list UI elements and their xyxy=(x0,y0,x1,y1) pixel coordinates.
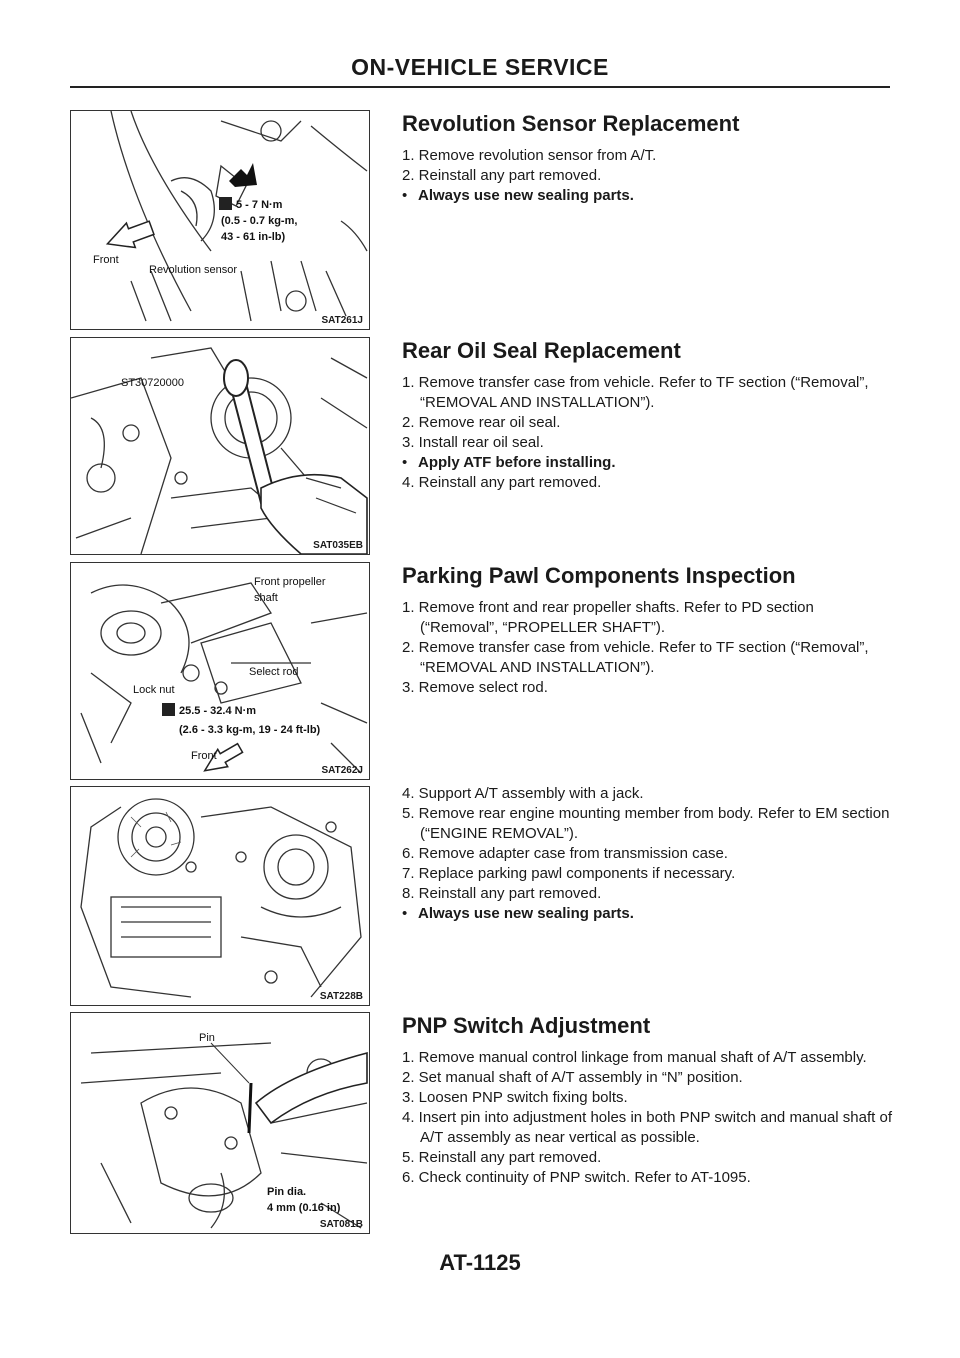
section-body xyxy=(402,337,892,493)
figure-id: SAT261J xyxy=(321,315,363,326)
torque-line-1: 25.5 - 32.4 N·m xyxy=(179,705,257,717)
step-1: 1. Remove front and rear propeller shafts. Refer to PD section (“Removal”, “PROPELLER SHAFT”). xyxy=(402,599,814,636)
section-body xyxy=(402,784,892,924)
step-6: 6. Check continuity of PNP switch. Refer to AT-1095. xyxy=(402,1169,751,1186)
label-lock-nut: Lock nut xyxy=(133,684,175,696)
figure-id: SAT228B xyxy=(319,991,363,1002)
torque-line-3: 43 - 61 in-lb) xyxy=(221,231,286,243)
step-4: 4. Reinstall any part removed. xyxy=(402,474,602,491)
page-number: AT-1125 xyxy=(439,1250,521,1275)
step-2: 2. Remove rear oil seal. xyxy=(402,414,561,431)
step-4: 4. Insert pin into adjustment holes in both PNP switch and manual shaft of A/T assembly as near vertical as possible. xyxy=(402,1109,893,1146)
section-body xyxy=(402,1012,892,1188)
figure-id: SAT081B xyxy=(319,1219,363,1230)
note: • Apply ATF before installing. xyxy=(402,454,616,471)
section-body xyxy=(402,562,892,698)
figure-parking-pawl xyxy=(70,562,370,780)
step-1: 1. Remove revolution sensor from A/T. xyxy=(402,147,657,164)
bullet-icon: • xyxy=(402,905,408,922)
pnp-switch-illustration xyxy=(71,1013,369,1233)
step-1: 1. Remove transfer case from vehicle. Refer to TF section (“Removal”, “REMOVAL AND INSTALLATION”). xyxy=(402,374,869,411)
section-title: Rear Oil Seal Replacement xyxy=(402,338,681,363)
figure-adapter-case xyxy=(70,786,370,1006)
step-4: 4. Support A/T assembly with a jack. xyxy=(402,785,644,802)
label-pin-dia: Pin dia. xyxy=(267,1186,307,1198)
section-title: Parking Pawl Components Inspection xyxy=(402,563,796,588)
step-3: 3. Install rear oil seal. xyxy=(402,434,544,451)
step-1: 1. Remove manual control linkage from manual shaft of A/T assembly. xyxy=(402,1049,867,1066)
step-3: 3. Remove select rod. xyxy=(402,679,548,696)
torque-line-2: (0.5 - 0.7 kg-m, xyxy=(221,215,298,227)
section-title: PNP Switch Adjustment xyxy=(402,1013,651,1038)
figure-revolution-sensor xyxy=(70,110,370,330)
torque-line-1: 5 - 7 N·m xyxy=(236,199,283,211)
rear-oil-seal-illustration xyxy=(71,338,369,554)
label-pin: Pin xyxy=(199,1032,215,1044)
step-7: 7. Replace parking pawl components if necessary. xyxy=(402,865,736,882)
note: • Always use new sealing parts. xyxy=(402,187,634,204)
page-header: ON-VEHICLE SERVICE xyxy=(351,54,609,80)
step-5: 5. Remove rear engine mounting member from body. Refer to EM section (“ENGINE REMOVAL”). xyxy=(402,805,890,842)
step-3: 3. Loosen PNP switch fixing bolts. xyxy=(402,1089,628,1106)
step-2: 2. Set manual shaft of A/T assembly in “N” position. xyxy=(402,1069,743,1086)
label-pin-size: 4 mm (0.16 in) xyxy=(267,1202,341,1214)
step-2: 2. Remove transfer case from vehicle. Refer to TF section (“Removal”, “REMOVAL AND INSTALLATION”). xyxy=(402,639,869,676)
figure-pnp-switch xyxy=(70,1012,370,1234)
torque-line-2: (2.6 - 3.3 kg-m, 19 - 24 ft-lb) xyxy=(179,724,321,736)
revolution-sensor-illustration xyxy=(71,111,369,329)
step-2: 2. Reinstall any part removed. xyxy=(402,167,602,184)
label-front-propeller: Front propeller xyxy=(254,576,326,588)
step-6: 6. Remove adapter case from transmission case. xyxy=(402,845,728,862)
step-8: 8. Reinstall any part removed. xyxy=(402,885,602,902)
figure-id: SAT035EB xyxy=(313,540,363,551)
section-body xyxy=(402,110,892,206)
note: • Always use new sealing parts. xyxy=(402,905,634,922)
figure-id: SAT262J xyxy=(321,765,363,776)
section-title: Revolution Sensor Replacement xyxy=(402,111,740,136)
label-revolution-sensor: Revolution sensor xyxy=(149,264,238,276)
step-5: 5. Reinstall any part removed. xyxy=(402,1149,602,1166)
header-rule xyxy=(70,86,890,88)
label-shaft: shaft xyxy=(254,592,278,604)
bullet-icon: • xyxy=(402,454,408,471)
bullet-icon: • xyxy=(402,187,408,204)
label-tool-number: ST30720000 xyxy=(121,377,184,389)
parking-pawl-illustration xyxy=(71,563,369,779)
label-select-rod: Select rod xyxy=(249,666,299,678)
label-front: Front xyxy=(191,750,217,762)
adapter-case-illustration xyxy=(71,787,369,1005)
figure-rear-oil-seal xyxy=(70,337,370,555)
label-front: Front xyxy=(93,254,119,266)
